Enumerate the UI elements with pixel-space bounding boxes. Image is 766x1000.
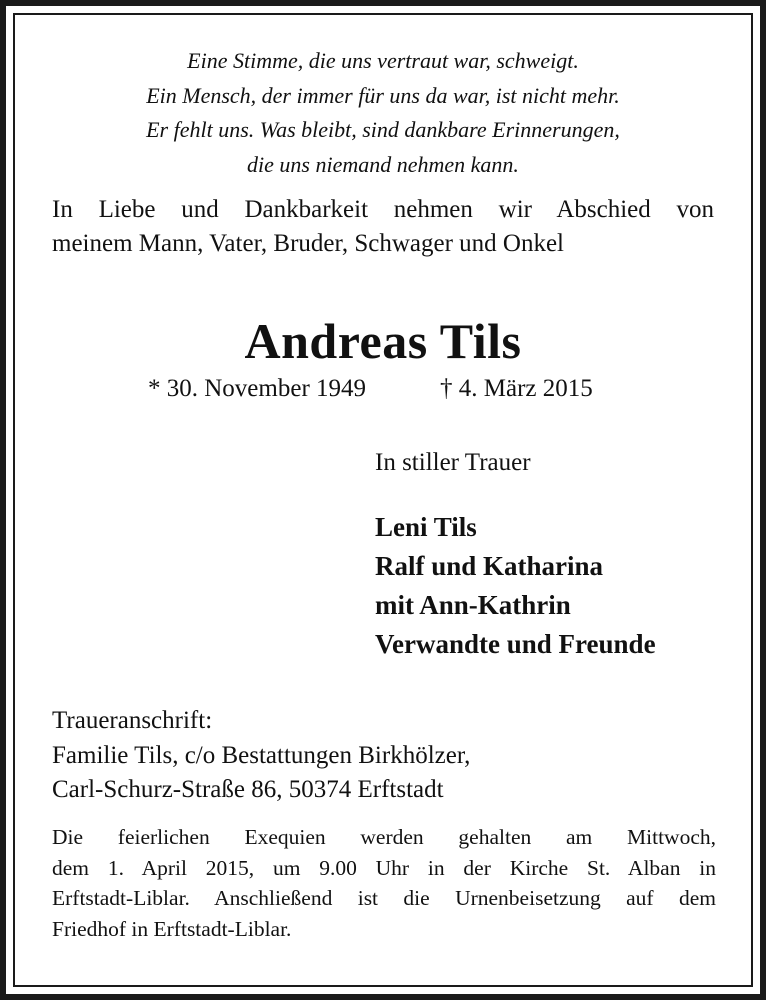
cross-icon: † — [440, 375, 453, 402]
intro-line: meinem Mann, Vater, Bruder, Schwager und Onkel — [52, 230, 564, 257]
address-label: Traueranschrift: — [52, 707, 213, 734]
service-line: Die feierlichen Exequien werden gehalten am Mittwoch, — [52, 825, 716, 849]
address-line: Familie Tils, c/o Bestattungen Birkhölzer, — [52, 741, 471, 769]
mourners-list — [375, 508, 656, 664]
death-date-group — [440, 375, 593, 403]
memorial-poem — [0, 44, 766, 182]
poem-line: Eine Stimme, die uns vertraut war, schweigt. — [187, 48, 579, 73]
deceased-name: Andreas Tils — [244, 313, 522, 369]
mourning-address — [52, 704, 470, 808]
service-line: Erftstadt-Liblar. Anschließend ist die Urnenbeisetzung auf dem — [52, 886, 716, 910]
poem-line: Er fehlt uns. Was bleibt, sind dankbare Erinnerungen, — [146, 117, 620, 142]
mourner-name: Leni Tils — [375, 512, 477, 542]
death-date: 4. März 2015 — [458, 375, 593, 402]
mourning-title: In stiller Trauer — [375, 449, 531, 476]
service-information — [52, 822, 716, 944]
mourner-name: Verwandte und Freunde — [375, 629, 656, 659]
poem-line: die uns niemand nehmen kann. — [247, 151, 519, 177]
mourner-name: mit Ann-Kathrin — [375, 590, 571, 620]
service-line: dem 1. April 2015, um 9.00 Uhr in der Kirche St. Alban in — [52, 855, 716, 880]
intro-line: In Liebe und Dankbarkeit nehmen wir Abschied von — [52, 196, 714, 223]
mourner-name: Ralf und Katharina — [375, 551, 604, 581]
birth-date: * 30. November 1949 — [148, 375, 367, 402]
poem-line: Ein Mensch, der immer für uns da war, ist nicht mehr. — [146, 82, 620, 108]
address-line: Carl-Schurz-Straße 86, 50374 Erftstadt — [52, 776, 444, 803]
service-line: Friedhof in Erftstadt-Liblar. — [52, 916, 292, 941]
